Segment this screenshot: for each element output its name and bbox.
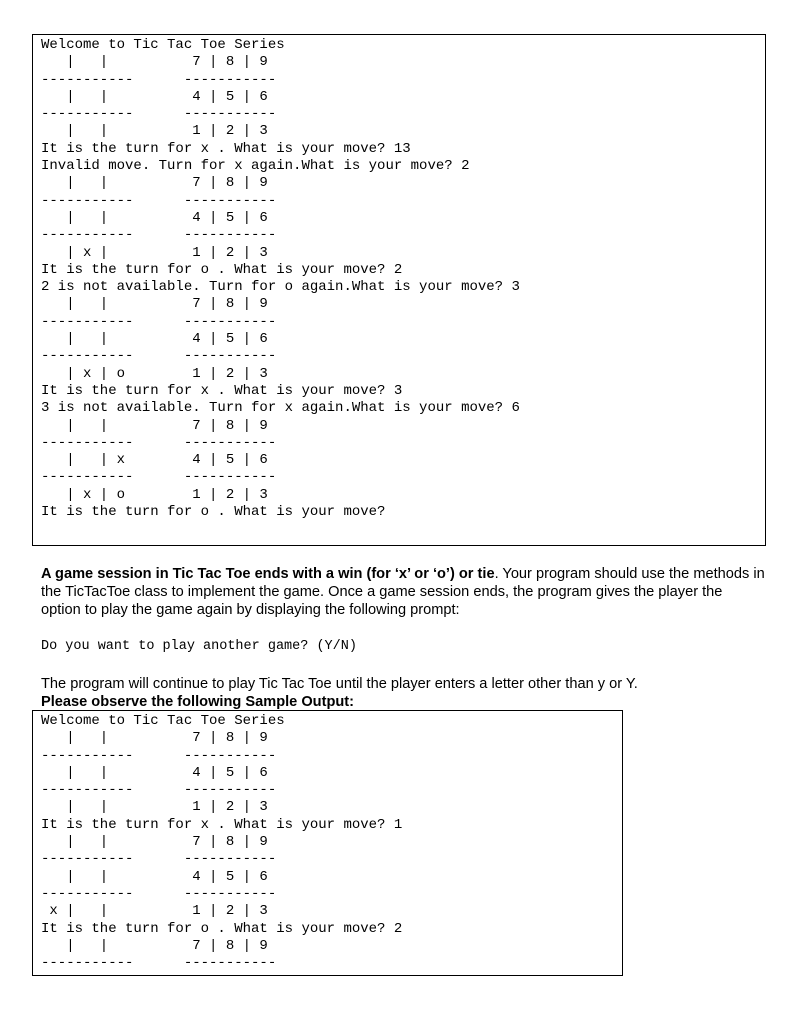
console-line: It is the turn for x . What is your move? 3 (41, 382, 403, 399)
observe-sample-output-heading: Please observe the following Sample Output: (41, 694, 355, 710)
console-line: It is the turn for o . What is your move? (41, 504, 386, 521)
console-line: ----------- ----------- (41, 851, 277, 868)
console-line: ----------- ----------- (41, 71, 277, 88)
console-line: ----------- ----------- (41, 227, 277, 244)
console-line: Invalid move. Turn for x again.What is your move? 2 (41, 158, 470, 175)
console-line: 2 is not available. Turn for o again.What is your move? 3 (41, 279, 520, 296)
console-line: ----------- ----------- (41, 348, 277, 365)
console-line: It is the turn for o . What is your move? 2 (41, 261, 403, 278)
console-line: Welcome to Tic Tac Toe Series (41, 37, 285, 53)
console-line: ----------- ----------- (41, 434, 277, 451)
console-line: | | 7 | 8 | 9 (41, 834, 268, 851)
console-line: Welcome to Tic Tac Toe Series (41, 713, 285, 729)
console-line: ----------- ----------- (41, 955, 277, 972)
console-line: It is the turn for x . What is your move? 1 (41, 816, 403, 833)
console-line: | | 1 | 2 | 3 (41, 799, 268, 816)
game-session-description (41, 565, 766, 619)
console-line: | | 7 | 8 | 9 (41, 54, 268, 71)
console-line: | | 4 | 5 | 6 (41, 209, 268, 226)
console-line: x | | 1 | 2 | 3 (41, 903, 268, 920)
console-line: ----------- ----------- (41, 106, 277, 123)
console-line: | | 7 | 8 | 9 (41, 730, 268, 747)
console-line: ----------- ----------- (41, 469, 277, 486)
console-line: ----------- ----------- (41, 747, 277, 764)
console-line: ----------- ----------- (41, 313, 277, 330)
console-line: | x | 1 | 2 | 3 (41, 244, 268, 261)
console-line: | | x 4 | 5 | 6 (41, 452, 268, 469)
console-line: | | 7 | 8 | 9 (41, 937, 268, 954)
console-line: It is the turn for x . What is your move? 13 (41, 140, 411, 157)
game-session-bold-intro: A game session in Tic Tac Toe ends with a win (for ‘x’ or ‘o’) or tie (41, 566, 495, 582)
console-line: It is the turn for o . What is your move? 2 (41, 920, 403, 937)
continue-description: The program will continue to play Tic Tac Toe until the player enters a letter other than y or Y. (41, 676, 638, 692)
console-line: | x | o 1 | 2 | 3 (41, 486, 268, 503)
console-line: ----------- ----------- (41, 885, 277, 902)
console-line: | | 7 | 8 | 9 (41, 175, 268, 192)
console-line: ----------- ----------- (41, 782, 277, 799)
console-line: | | 4 | 5 | 6 (41, 88, 268, 105)
sample-output-console-bottom (32, 710, 623, 976)
console-line: | | 4 | 5 | 6 (41, 868, 268, 885)
console-line: | x | o 1 | 2 | 3 (41, 365, 268, 382)
console-line: | | 4 | 5 | 6 (41, 764, 268, 781)
console-line: | | 4 | 5 | 6 (41, 331, 268, 348)
console-line: ----------- ----------- (41, 192, 277, 209)
sample-output-console-top (32, 34, 766, 546)
console-line: | | 1 | 2 | 3 (41, 123, 268, 140)
console-line: 3 is not available. Turn for x again.What is your move? 6 (41, 400, 520, 417)
console-line: | | 7 | 8 | 9 (41, 296, 268, 313)
console-line: | | 7 | 8 | 9 (41, 417, 268, 434)
game-session-description-rest: . Your program should use the methods in the TicTacToe class to implement the game. Once a game session ends, the program gives the player the option to play the game again by displaying the following prompt: (41, 566, 765, 618)
play-again-prompt-code: Do you want to play another game? (Y/N) (41, 639, 357, 654)
